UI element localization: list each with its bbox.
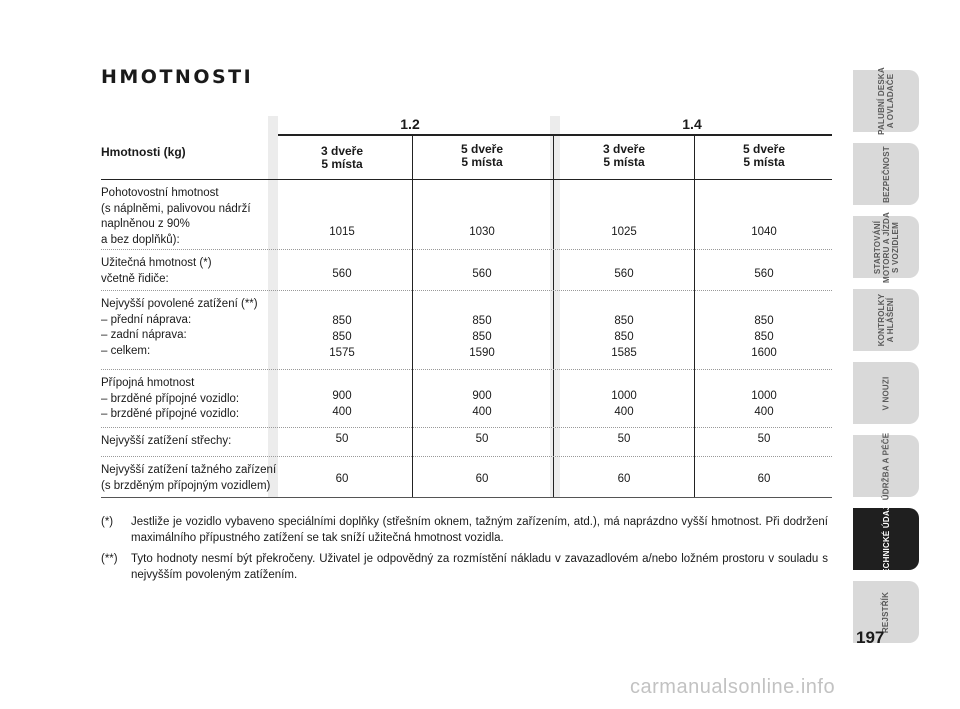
column-divider [412, 136, 413, 498]
footnote-mark: (*) [101, 516, 114, 528]
section-tab[interactable] [853, 211, 919, 283]
row-rule [101, 427, 832, 428]
cell-value: 1000 [751, 390, 777, 402]
cell-value: 850 [472, 315, 492, 327]
column-header [292, 145, 392, 171]
table-cell [437, 313, 527, 361]
footnote [101, 514, 828, 546]
cell-value: 60 [335, 473, 349, 485]
cell-value: 50 [617, 433, 631, 445]
section-tab-label-line: STARTOVÁNÍ [872, 220, 882, 274]
cell-value: 560 [332, 268, 352, 280]
table-cell [579, 471, 669, 487]
row-label-line: – celkem: [101, 344, 151, 357]
weights-header-label: Hmotnosti (kg) [101, 145, 186, 159]
row-label-line: Pohotovostní hmotnost [101, 187, 219, 199]
column-divider [553, 136, 554, 498]
section-tab-label [881, 376, 890, 410]
table-cell [437, 388, 527, 420]
section-tab[interactable] [853, 289, 919, 351]
table-cell [297, 224, 387, 240]
page-title: HMOTNOSTI [101, 66, 254, 88]
cell-value: 50 [757, 433, 771, 445]
section-tab[interactable] [853, 499, 919, 579]
cell-value: 850 [472, 331, 492, 343]
cell-value: 900 [472, 390, 492, 402]
cell-value: 1000 [611, 390, 637, 402]
section-tab[interactable] [853, 362, 919, 424]
cell-value: 1015 [329, 226, 355, 238]
footnote-text: Jestliže je vozidlo vybaveno speciálními doplňky (střešním oknem, tažným zařízením, atd.), má naprázdno vyšší hmotnost. Při dodržení maximálního přípustného zatížení se tak sníží užitečná hmotnost vozidla. [131, 516, 828, 544]
row-label-line: Užitečná hmotnost (*) [101, 257, 212, 269]
cell-value: 50 [475, 433, 489, 445]
column-header [432, 143, 532, 169]
table-cell [297, 266, 387, 282]
header-bottom-rule [101, 179, 832, 180]
section-tab-label [881, 591, 890, 632]
header-rule [278, 134, 832, 136]
cell-value: 850 [754, 331, 774, 343]
cell-value: 400 [332, 406, 352, 418]
section-tab-label [882, 499, 891, 578]
section-tab-label-line: S VOZIDLEM [890, 221, 900, 273]
table-cell [719, 313, 809, 361]
footnote-mark: (**) [101, 553, 118, 565]
column-seats: 5 místa [603, 155, 645, 169]
cell-value: 560 [754, 268, 774, 280]
row-label-line: – brzděné přípojné vozidlo: [101, 392, 240, 405]
row-rule [101, 456, 832, 457]
column-doors: 3 dveře [320, 144, 364, 158]
section-tab-label-line: ÚDRŽBA A PÉČE [881, 432, 891, 500]
column-seats: 5 místa [743, 155, 785, 169]
row-label-line: včetně řidiče: [101, 272, 169, 285]
table-cell [579, 388, 669, 420]
table-cell [437, 431, 527, 447]
table-cell [579, 431, 669, 447]
cell-value: 850 [614, 315, 634, 327]
footnote-text: Tyto hodnoty nesmí být překročeny. Uživatel je odpovědný za rozmístění nákladu v zavazadlovém a/nebo ložném prostoru v souladu s nejvyšším povoleným zatížením. [131, 553, 828, 581]
table-cell [437, 471, 527, 487]
table-cell [719, 388, 809, 420]
row-label [101, 297, 258, 359]
cell-value: 400 [472, 406, 492, 418]
row-rule [101, 497, 832, 498]
section-tab-label-line: A HLÁŠENÍ [886, 297, 895, 343]
row-label-line: Nejvyšší zatížení střechy: [101, 435, 232, 447]
row-label [101, 256, 212, 287]
section-tab-label [877, 67, 895, 135]
cell-value: 50 [335, 433, 349, 445]
row-label-line: naplněnou z 90% [101, 218, 190, 230]
engine-label: 1.2 [400, 116, 420, 132]
cell-value: 60 [475, 473, 489, 485]
column-divider [694, 136, 695, 498]
row-label-line: – přední náprava: [101, 313, 192, 326]
table-cell [719, 471, 809, 487]
section-tab-label-line: TECHNICKÉ ÚDAJE [881, 499, 891, 579]
table-cell [579, 266, 669, 282]
row-rule [101, 249, 832, 250]
cell-value: 850 [332, 331, 352, 343]
engine-separator [550, 116, 560, 498]
page-number: 197 [856, 628, 885, 647]
table-cell [719, 431, 809, 447]
table-cell [579, 224, 669, 240]
section-tab-label-line: BEZPEČNOST [881, 145, 891, 203]
section-tab-label-line: PALUBNÍ DESKA [877, 67, 887, 135]
section-tab[interactable] [853, 67, 919, 135]
row-label-line: (s brzděným přípojným vozidlem) [101, 479, 271, 492]
cell-value: 850 [754, 315, 774, 327]
cell-value: 1600 [751, 347, 777, 359]
cell-value: 60 [617, 473, 631, 485]
row-label-line: – brzděné přípojné vozidlo: [101, 408, 240, 420]
row-label-line: – zadní náprava: [101, 329, 187, 341]
row-label-line: Nejvyšší zatížení tažného zařízení [101, 464, 277, 476]
row-label-line: Nejvyšší povolené zatížení (**) [101, 298, 258, 310]
section-tab[interactable] [853, 143, 919, 205]
column-seats: 5 místa [321, 157, 363, 171]
row-label [101, 463, 276, 494]
row-label [101, 376, 239, 423]
section-tab-label [881, 146, 890, 203]
cell-value: 850 [332, 315, 352, 327]
section-tab-label [882, 432, 891, 500]
table-cell [297, 313, 387, 361]
section-tab-label-line: KONTROLKY [877, 293, 886, 347]
row-label [101, 434, 231, 450]
column-seats: 5 místa [461, 155, 503, 169]
table-cell [297, 471, 387, 487]
cell-value: 1025 [611, 226, 637, 238]
cell-value: 560 [614, 268, 634, 280]
row-label [101, 186, 251, 248]
cell-value: 850 [614, 331, 634, 343]
cell-value: 1575 [329, 347, 355, 359]
column-header [714, 143, 814, 169]
cell-value: 1590 [469, 347, 495, 359]
section-tab-label-line: A OVLADAČE [886, 73, 896, 129]
table-cell [297, 431, 387, 447]
cell-value: 1030 [469, 226, 495, 238]
table-cell [437, 266, 527, 282]
column-doors: 5 dveře [460, 142, 504, 156]
row-label-line: (s náplněmi, palivovou nádrží [101, 202, 251, 215]
table-cell [719, 224, 809, 240]
table-cell [579, 313, 669, 361]
row-label-line: a bez doplňků): [101, 233, 180, 246]
footnote [101, 551, 828, 583]
footnotes [101, 514, 828, 588]
row-rule [101, 290, 832, 291]
cell-value: 60 [757, 473, 771, 485]
column-doors: 3 dveře [602, 142, 646, 156]
section-tab[interactable] [853, 432, 919, 500]
column-header [574, 143, 674, 169]
section-tab-label-line: MOTORU A JÍZDA [881, 211, 891, 283]
cell-value: 1040 [751, 226, 777, 238]
cell-value: 1585 [611, 347, 637, 359]
watermark: carmanualsonline.info [630, 676, 836, 698]
section-tab-label-line: REJSTŘÍK [881, 591, 891, 633]
table-cell [719, 266, 809, 282]
engine-separator [268, 116, 278, 498]
section-tab-label [873, 212, 900, 283]
cell-value: 400 [754, 406, 774, 418]
section-tab-label-line: V NOUZI [881, 376, 891, 410]
table-cell [297, 388, 387, 420]
table-cell [437, 224, 527, 240]
row-label-line: Přípojná hmotnost [101, 377, 195, 389]
section-tab-label [877, 294, 895, 346]
cell-value: 900 [332, 390, 352, 402]
row-rule [101, 369, 832, 370]
cell-value: 560 [472, 268, 492, 280]
cell-value: 400 [614, 406, 634, 418]
engine-label: 1.4 [682, 116, 702, 132]
column-doors: 5 dveře [742, 142, 786, 156]
